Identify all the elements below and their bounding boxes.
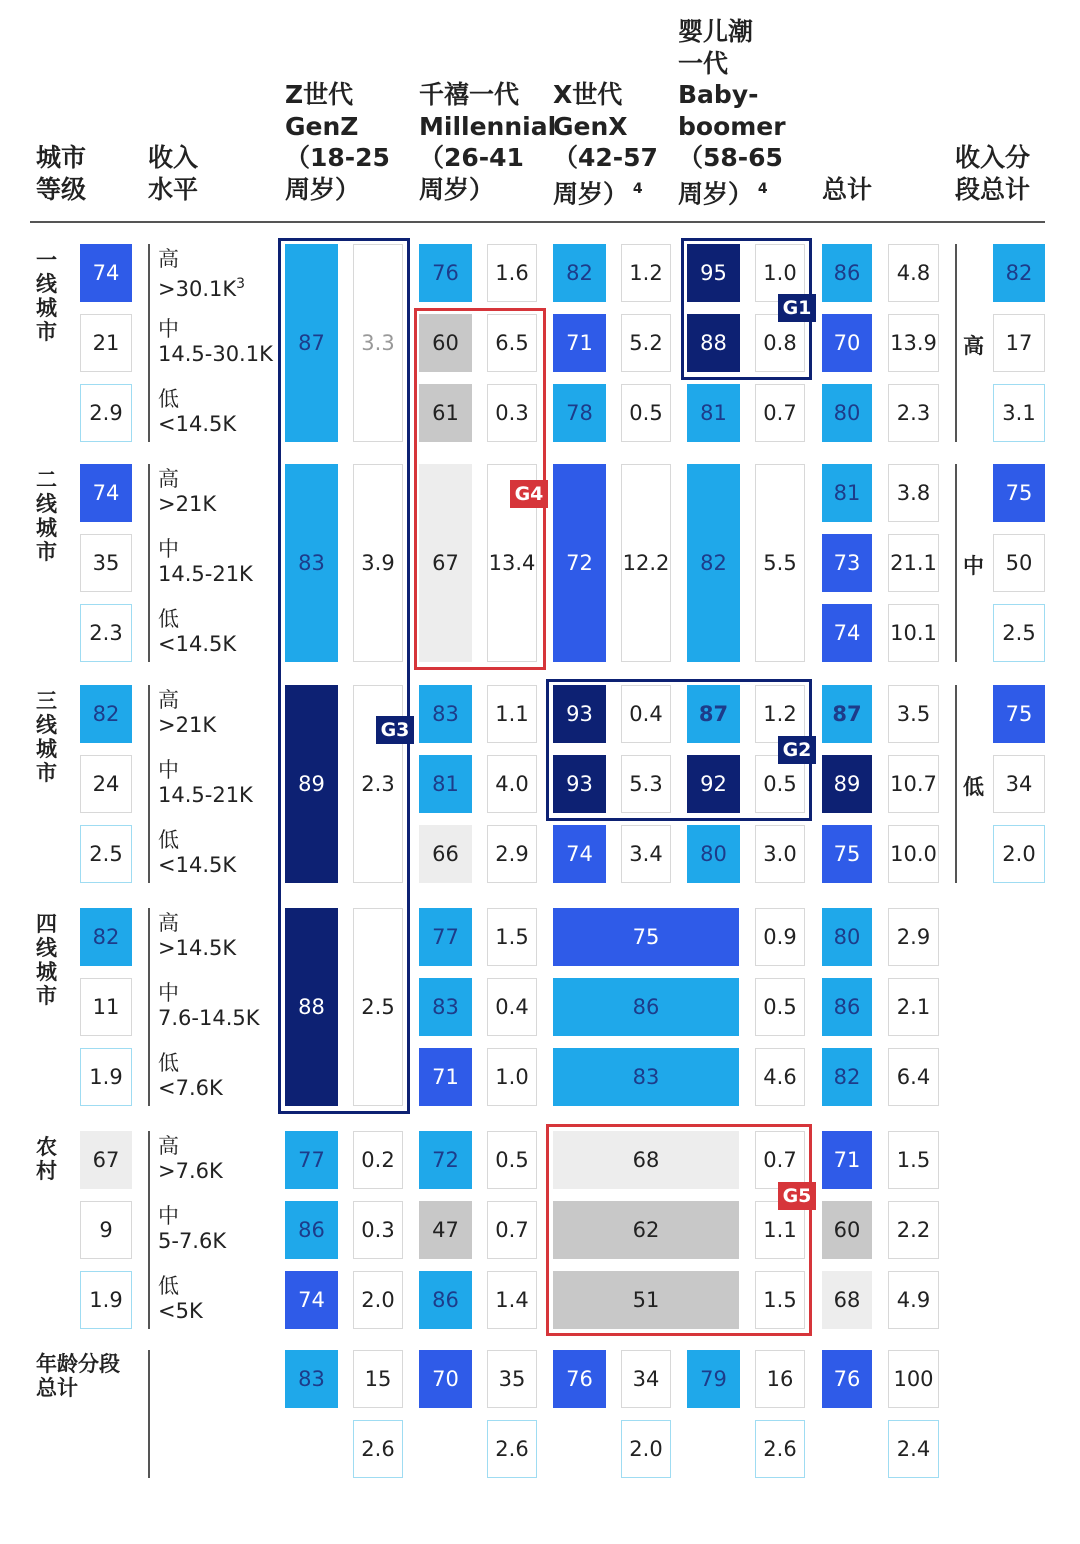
gen-share-cell: 0.4 bbox=[487, 978, 537, 1036]
age-total-share: 16 bbox=[755, 1350, 805, 1408]
genz-merged-value: 87 bbox=[285, 244, 338, 442]
gen-share-cell: 1.2 bbox=[755, 685, 805, 743]
gen-value-cell: 92 bbox=[687, 755, 740, 813]
total-value-cell: 80 bbox=[822, 908, 872, 966]
merged-genx-boomer-value: 68 bbox=[553, 1131, 739, 1189]
header-total: 总计 bbox=[822, 174, 873, 204]
header-income-total: 收入分 段总计 bbox=[955, 143, 1031, 204]
header-generation-1: Z世代 GenZ （18-25 周岁） bbox=[285, 80, 390, 204]
gen-share-cell: 0.7 bbox=[487, 1201, 537, 1259]
age-total-share: 15 bbox=[353, 1350, 403, 1408]
total-value-cell: 71 bbox=[822, 1131, 872, 1189]
tier-share-cell: 67 bbox=[80, 1131, 132, 1189]
header-generation-3-footnote: 4 bbox=[628, 180, 643, 197]
income-row-label: 高 >14.5K bbox=[158, 911, 237, 960]
income-total-cell: 2.0 bbox=[993, 825, 1045, 883]
gen-share-cell: 5.3 bbox=[621, 755, 671, 813]
merged-genx-boomer-value: 62 bbox=[553, 1201, 739, 1259]
gen-value-cell: 87 bbox=[687, 685, 740, 743]
income-divider bbox=[148, 464, 150, 662]
tier-share-cell: 74 bbox=[80, 464, 132, 522]
genz-merged-value: 83 bbox=[285, 464, 338, 662]
total-value-cell: 80 bbox=[822, 384, 872, 442]
total-share-cell: 2.2 bbox=[888, 1201, 939, 1259]
income-row-label: 中 5-7.6K bbox=[158, 1204, 227, 1253]
total-share-cell: 21.1 bbox=[888, 534, 939, 592]
gen-share-cell: 0.4 bbox=[621, 685, 671, 743]
gen-share-cell: 1.5 bbox=[487, 908, 537, 966]
gen-value-cell: 86 bbox=[419, 1271, 472, 1329]
income-row-label: 中 7.6-14.5K bbox=[158, 981, 260, 1030]
boomer-share-cell: 1.5 bbox=[755, 1271, 805, 1329]
gen-value-cell: 83 bbox=[419, 685, 472, 743]
tier-share-cell: 35 bbox=[80, 534, 132, 592]
gen-share-cell: 0.8 bbox=[755, 314, 805, 372]
age-total-share-2: 2.0 bbox=[621, 1420, 671, 1478]
highlight-box-g1-tag: G1 bbox=[778, 294, 816, 322]
header-generation-3: X世代 GenX （42-57 周岁） $^4$ bbox=[553, 80, 658, 208]
genz-merged-share: 3.3 bbox=[353, 244, 403, 442]
income-row-label: 高 $>30.1K^3$ bbox=[158, 247, 246, 301]
merged-genx-boomer-value: 51 bbox=[553, 1271, 739, 1329]
age-total-divider bbox=[148, 1350, 150, 1478]
age-total-value: 70 bbox=[419, 1350, 472, 1408]
merged-genx-boomer-value: 86 bbox=[553, 978, 739, 1036]
tier2-merged-value: 82 bbox=[687, 464, 740, 662]
age-total-share-2: 2.6 bbox=[487, 1420, 537, 1478]
income-row-label: 中 14.5-21K bbox=[158, 537, 253, 586]
header-generation-4: 婴儿潮 一代 Baby- boomer （58-65 周岁） $^4$ bbox=[678, 17, 786, 208]
income-total-divider bbox=[955, 244, 957, 442]
gen-share-cell: 0.7 bbox=[755, 384, 805, 442]
city-tier-label: 四 线 城 市 bbox=[36, 912, 57, 1008]
city-tier-label: 三 线 城 市 bbox=[36, 689, 57, 785]
gen-share-cell: 0.5 bbox=[487, 1131, 537, 1189]
gen-value-cell: 82 bbox=[553, 244, 606, 302]
gen-value-cell: 74 bbox=[553, 825, 606, 883]
income-row-label: 低 <14.5K bbox=[158, 387, 237, 436]
income-divider bbox=[148, 1131, 150, 1329]
income-total-cell: 75 bbox=[993, 685, 1045, 743]
gen-share-cell: 2.0 bbox=[353, 1271, 403, 1329]
total-share-cell: 3.8 bbox=[888, 464, 939, 522]
income-divider bbox=[148, 685, 150, 883]
gen-value-cell: 72 bbox=[419, 1131, 472, 1189]
gen-value-cell: 77 bbox=[419, 908, 472, 966]
total-value-cell: 75 bbox=[822, 825, 872, 883]
income-row-label: 低 <14.5K bbox=[158, 828, 237, 877]
tier-share-cell: 21 bbox=[80, 314, 132, 372]
gen-share-cell: 0.2 bbox=[353, 1131, 403, 1189]
city-tier-label: 一 线 城 市 bbox=[36, 248, 57, 344]
age-total-label: 年龄分段 总计 bbox=[36, 1352, 120, 1400]
total-value-cell: 86 bbox=[822, 978, 872, 1036]
gen-value-cell: 86 bbox=[285, 1201, 338, 1259]
total-value-cell: 73 bbox=[822, 534, 872, 592]
income-total-cell: 3.1 bbox=[993, 384, 1045, 442]
gen-value-cell: 95 bbox=[687, 244, 740, 302]
tier-share-cell: 2.3 bbox=[80, 604, 132, 662]
merged-genx-boomer-value: 75 bbox=[553, 908, 739, 966]
total-value-cell: 86 bbox=[822, 244, 872, 302]
boomer-share-cell: 0.5 bbox=[755, 978, 805, 1036]
gen-share-cell: 5.2 bbox=[621, 314, 671, 372]
header-generation-2: 千禧一代 Millennial （26-41 周岁） bbox=[419, 80, 557, 204]
gen-share-cell: 1.0 bbox=[487, 1048, 537, 1106]
total-share-cell: 4.8 bbox=[888, 244, 939, 302]
total-share-cell: 10.7 bbox=[888, 755, 939, 813]
tier2-merged-share: 13.4 bbox=[487, 464, 537, 662]
gen-value-cell: 61 bbox=[419, 384, 472, 442]
income-total-cell: 75 bbox=[993, 464, 1045, 522]
income-row-label: 高 >21K bbox=[158, 688, 217, 737]
tier-share-cell: 1.9 bbox=[80, 1048, 132, 1106]
income-row-label: 高 >21K bbox=[158, 467, 217, 516]
income-row-label: 中 14.5-30.1K bbox=[158, 317, 273, 366]
gen-share-cell: 1.1 bbox=[487, 685, 537, 743]
total-value-cell: 60 bbox=[822, 1201, 872, 1259]
total-share-cell: 10.0 bbox=[888, 825, 939, 883]
genz-merged-share: 3.9 bbox=[353, 464, 403, 662]
tier2-merged-value: 72 bbox=[553, 464, 606, 662]
total-share-cell: 1.5 bbox=[888, 1131, 939, 1189]
gen-value-cell: 47 bbox=[419, 1201, 472, 1259]
gen-share-cell: 1.0 bbox=[755, 244, 805, 302]
income-divider bbox=[148, 908, 150, 1106]
tier-share-cell: 1.9 bbox=[80, 1271, 132, 1329]
tier2-merged-value: 67 bbox=[419, 464, 472, 662]
gen-share-cell: 3.4 bbox=[621, 825, 671, 883]
tier-share-cell: 11 bbox=[80, 978, 132, 1036]
total-share-cell: 10.1 bbox=[888, 604, 939, 662]
total-value-cell: 87 bbox=[822, 685, 872, 743]
grand-total-value: 76 bbox=[822, 1350, 872, 1408]
header-generation-4-footnote: 4 bbox=[753, 180, 768, 197]
tier-share-cell: 82 bbox=[80, 908, 132, 966]
highlight-box-g5-tag: G5 bbox=[778, 1182, 816, 1210]
genz-merged-share: 2.3 bbox=[353, 685, 403, 883]
gen-share-cell: 0.5 bbox=[755, 755, 805, 813]
gen-share-cell: 0.3 bbox=[353, 1201, 403, 1259]
age-total-share-2: 2.6 bbox=[353, 1420, 403, 1478]
gen-value-cell: 66 bbox=[419, 825, 472, 883]
income-total-cell: 34 bbox=[993, 755, 1045, 813]
gen-value-cell: 71 bbox=[419, 1048, 472, 1106]
income-total-divider bbox=[955, 464, 957, 662]
boomer-share-cell: 0.9 bbox=[755, 908, 805, 966]
boomer-share-cell: 0.7 bbox=[755, 1131, 805, 1189]
total-share-cell: 4.9 bbox=[888, 1271, 939, 1329]
gen-value-cell: 81 bbox=[687, 384, 740, 442]
income-total-label: 中 bbox=[963, 554, 984, 578]
boomer-share-cell: 4.6 bbox=[755, 1048, 805, 1106]
gen-value-cell: 88 bbox=[687, 314, 740, 372]
tier-share-cell: 24 bbox=[80, 755, 132, 813]
tier-share-cell: 9 bbox=[80, 1201, 132, 1259]
boomer-share-cell: 1.1 bbox=[755, 1201, 805, 1259]
gen-value-cell: 83 bbox=[419, 978, 472, 1036]
gen-value-cell: 81 bbox=[419, 755, 472, 813]
total-value-cell: 74 bbox=[822, 604, 872, 662]
income-row-label: 中 14.5-21K bbox=[158, 758, 253, 807]
income-row-label: 低 <5K bbox=[158, 1274, 203, 1323]
gen-share-cell: 1.2 bbox=[621, 244, 671, 302]
gen-share-cell: 0.5 bbox=[621, 384, 671, 442]
income-divider bbox=[148, 244, 150, 442]
income-total-cell: 50 bbox=[993, 534, 1045, 592]
income-total-cell: 82 bbox=[993, 244, 1045, 302]
total-share-cell: 2.9 bbox=[888, 908, 939, 966]
header-rule bbox=[30, 221, 1045, 223]
gen-share-cell: 1.4 bbox=[487, 1271, 537, 1329]
age-total-share: 35 bbox=[487, 1350, 537, 1408]
income-total-divider bbox=[955, 685, 957, 883]
income-total-label: 高 bbox=[963, 334, 984, 358]
gen-share-cell: 0.3 bbox=[487, 384, 537, 442]
total-share-cell: 2.3 bbox=[888, 384, 939, 442]
gen-value-cell: 78 bbox=[553, 384, 606, 442]
tier2-merged-share: 12.2 bbox=[621, 464, 671, 662]
header-city-tier: 城市 等级 bbox=[36, 143, 87, 204]
header-income-level: 收入 水平 bbox=[148, 143, 199, 204]
total-value-cell: 82 bbox=[822, 1048, 872, 1106]
footnote-marker: 3 bbox=[236, 276, 246, 292]
total-value-cell: 68 bbox=[822, 1271, 872, 1329]
income-total-label: 低 bbox=[963, 775, 984, 799]
total-value-cell: 70 bbox=[822, 314, 872, 372]
grand-total-share-2: 2.4 bbox=[888, 1420, 939, 1478]
gen-value-cell: 80 bbox=[687, 825, 740, 883]
highlight-box-g2-tag: G2 bbox=[778, 736, 816, 764]
gen-share-cell: 6.5 bbox=[487, 314, 537, 372]
total-share-cell: 13.9 bbox=[888, 314, 939, 372]
gen-value-cell: 60 bbox=[419, 314, 472, 372]
genz-merged-value: 88 bbox=[285, 908, 338, 1106]
tier-share-cell: 2.9 bbox=[80, 384, 132, 442]
tier-share-cell: 74 bbox=[80, 244, 132, 302]
age-total-value: 79 bbox=[687, 1350, 740, 1408]
tier2-merged-share: 5.5 bbox=[755, 464, 805, 662]
gen-share-cell: 4.0 bbox=[487, 755, 537, 813]
total-share-cell: 2.1 bbox=[888, 978, 939, 1036]
income-row-label: 高 >7.6K bbox=[158, 1134, 223, 1183]
gen-value-cell: 71 bbox=[553, 314, 606, 372]
gen-share-cell: 3.0 bbox=[755, 825, 805, 883]
age-total-share-2: 2.6 bbox=[755, 1420, 805, 1478]
income-total-cell: 17 bbox=[993, 314, 1045, 372]
tier-share-cell: 82 bbox=[80, 685, 132, 743]
total-share-cell: 6.4 bbox=[888, 1048, 939, 1106]
grand-total-share: 100 bbox=[888, 1350, 939, 1408]
merged-genx-boomer-value: 83 bbox=[553, 1048, 739, 1106]
total-value-cell: 81 bbox=[822, 464, 872, 522]
income-total-cell: 2.5 bbox=[993, 604, 1045, 662]
age-total-share: 34 bbox=[621, 1350, 671, 1408]
gen-value-cell: 93 bbox=[553, 755, 606, 813]
tier-share-cell: 2.5 bbox=[80, 825, 132, 883]
gen-value-cell: 76 bbox=[419, 244, 472, 302]
highlight-box-g3-tag: G3 bbox=[376, 716, 414, 744]
age-total-value: 76 bbox=[553, 1350, 606, 1408]
age-total-value: 83 bbox=[285, 1350, 338, 1408]
gen-value-cell: 77 bbox=[285, 1131, 338, 1189]
city-tier-label: 农 村 bbox=[36, 1135, 57, 1183]
total-share-cell: 3.5 bbox=[888, 685, 939, 743]
income-row-label: 低 <14.5K bbox=[158, 607, 237, 656]
gen-share-cell: 1.6 bbox=[487, 244, 537, 302]
genz-merged-share: 2.5 bbox=[353, 908, 403, 1106]
city-tier-label: 二 线 城 市 bbox=[36, 468, 57, 564]
gen-value-cell: 93 bbox=[553, 685, 606, 743]
income-row-label: 低 <7.6K bbox=[158, 1051, 223, 1100]
gen-value-cell: 74 bbox=[285, 1271, 338, 1329]
gen-share-cell: 2.9 bbox=[487, 825, 537, 883]
highlight-box-g4-tag: G4 bbox=[510, 480, 548, 508]
total-value-cell: 89 bbox=[822, 755, 872, 813]
genz-merged-value: 89 bbox=[285, 685, 338, 883]
